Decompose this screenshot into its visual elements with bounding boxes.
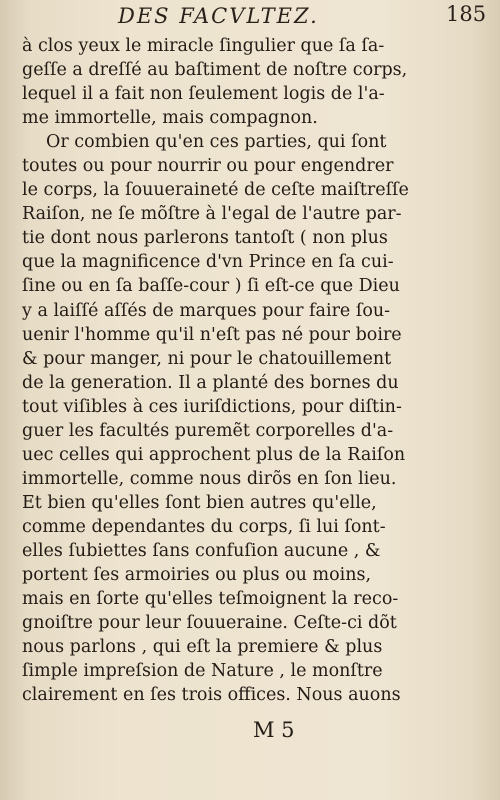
body-text: [22, 34, 409, 707]
text-line: que la magnificence d'vn Prince en ſa cui-: [22, 252, 394, 273]
text-line: à clos yeux le miracle ſingulier que ſa ſa-: [22, 36, 385, 56]
text-line: gnoiſtre pour leur ſouueraine. Ceſte-ci dõt: [22, 613, 397, 634]
text-line: clairement en ſes trois offices. Nous auons: [22, 685, 401, 706]
text-line: y a laiſſé aſſés de marques pour faire ſou-: [22, 300, 391, 321]
text-line: comme dependantes du corps, ſi lui ſont-: [22, 516, 386, 537]
text-line: immortelle, comme nous dirõs en ſon lieu.: [22, 468, 397, 489]
text-line: ſimple impreſsion de Nature , le monſtre: [22, 661, 383, 682]
text-line: Et bien qu'elles ſont bien autres qu'elle,: [22, 492, 377, 513]
text-line: uec celles qui approchent plus de la Raiſon: [22, 444, 406, 465]
text-line: tie dont nous parlerons tantoſt ( non plus: [22, 228, 388, 249]
text-line: mais en ſorte qu'elles teſmoignent la reco-: [22, 589, 399, 610]
text-line: ſine ou en ſa baſſe-cour ) ſi eſt-ce que Dieu: [22, 276, 400, 297]
text-line: le corps, la ſouueraineté de ceſte maiſtreſſe: [22, 180, 409, 201]
text-line: nous parlons , qui eſt la premiere & plus: [22, 637, 383, 658]
text-line: me immortelle, mais compagnon.: [22, 108, 318, 129]
text-line: uenir l'homme qu'il n'eſt pas né pour boire: [22, 324, 402, 345]
text-line: geſſe a dreſſé au baſtiment de noſtre corps,: [22, 60, 408, 81]
text-line: & pour manger, ni pour le chatouillement: [22, 348, 392, 369]
text-line: Raiſon, ne ſe mõſtre à l'egal de l'autre par-: [22, 204, 402, 225]
text-line: lequel il a fait non ſeulement logis de l'a-: [22, 84, 385, 105]
text-line: toutes ou pour nourrir ou pour engendrer: [22, 156, 394, 177]
page-number: 185: [446, 2, 487, 26]
page-header: [0, 2, 500, 32]
text-line: tout viſibles à ces iuriſdictions, pour diſtin-: [22, 396, 402, 417]
text-line: elles ſubiettes ſans confuſion aucune , &: [22, 540, 381, 561]
text-line: de la generation. Il a planté des bornes du: [22, 372, 399, 393]
text-line: portent ſes armoiries ou plus ou moins,: [22, 565, 372, 586]
text-line: Or combien qu'en ces parties, qui ſont: [46, 132, 387, 153]
signature-mark: M 5: [253, 718, 295, 742]
running-head: DES FACVLTEZ.: [118, 4, 319, 28]
text-line: guer les facultés puremẽt corporelles d'a-: [22, 420, 394, 441]
